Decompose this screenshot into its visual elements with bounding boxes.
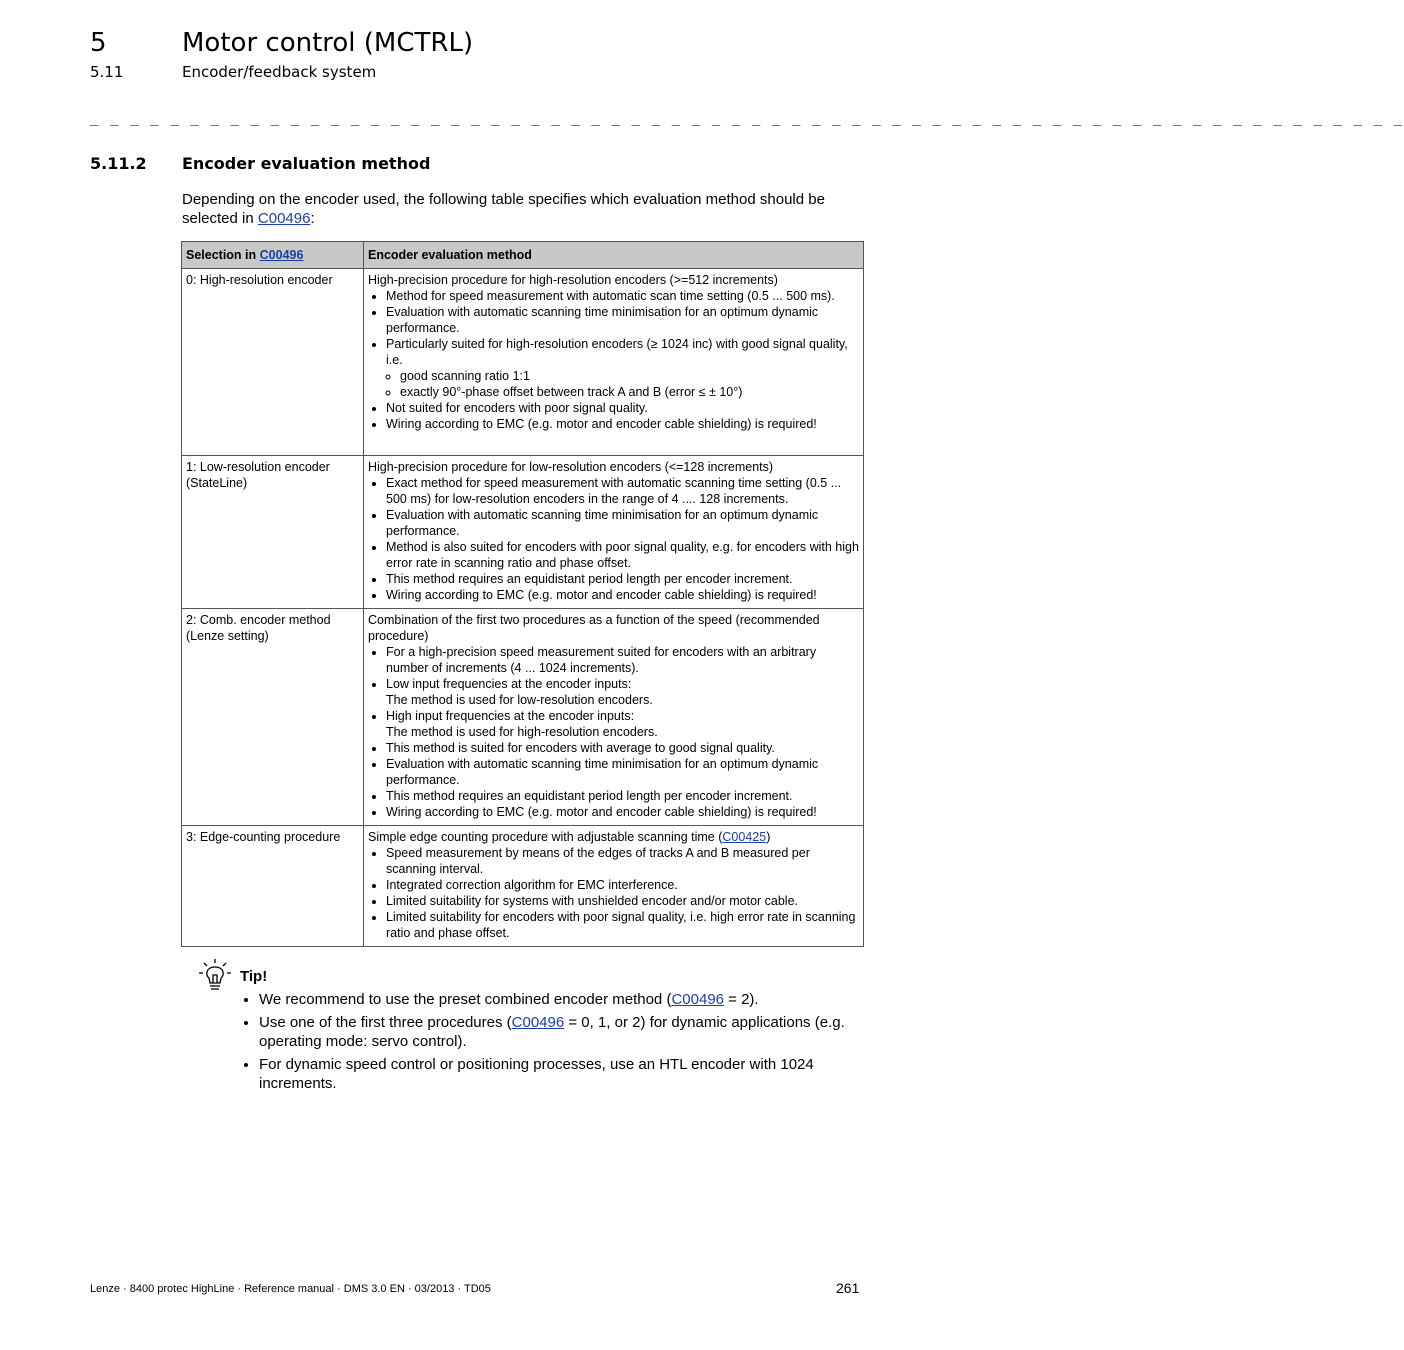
c00496-link[interactable]: C00496	[511, 1014, 565, 1031]
method-lead-end: )	[766, 830, 771, 844]
table-row	[182, 269, 864, 456]
list-item: • Exact method for speed measurement with automatic scanning time setting (0.5 ... 500 ms) for low-resolution encoders in the range of 4 .... 128 increments.	[386, 475, 859, 507]
page-number: 261	[836, 1280, 860, 1296]
intro-end: :	[310, 210, 315, 227]
method-cell	[364, 826, 864, 947]
tip-text: We recommend to use the preset combined encoder method (	[259, 991, 672, 1008]
dashed-rule: _ _ _ _ _ _ _ _ _ _ _ _ _ _ _ _ _ _ _ _ _ _ _ _ _ _ _ _ _ _ _ _ _ _ _ _ _ _ _ _ _ _ _ _ _ _ _ _ _ _ _ _ _ _ _ _ _ _ _ _ _ _ _ _ _ _	[90, 110, 1404, 126]
header-method: Encoder evaluation method	[364, 242, 864, 269]
selection-cell: 3: Edge-counting procedure	[182, 826, 364, 947]
list-item: • Wiring according to EMC (e.g. motor and encoder cable shielding) is required!	[386, 804, 859, 820]
selection-cell: 2: Comb. encoder method (Lenze setting)	[182, 609, 364, 826]
encoder-method-table	[181, 241, 864, 947]
section-title: Encoder/feedback system	[182, 63, 377, 81]
table-row	[182, 456, 864, 609]
tip-label: Tip!	[240, 968, 268, 985]
list-item-text: Low input frequencies at the encoder inputs:	[386, 677, 632, 691]
list-item: • Method is also suited for encoders with poor signal quality, e.g. for encoders with high error rate in scanning ratio and phase offset.	[386, 539, 859, 571]
list-item	[386, 676, 859, 708]
header-selection-label: Selection in	[186, 248, 260, 262]
c00496-link[interactable]: C00496	[671, 991, 724, 1008]
list-item-note: The method is used for high-resolution encoders.	[386, 725, 658, 739]
chapter-title: Motor control (MCTRL)	[182, 28, 474, 58]
list-item: • Evaluation with automatic scanning time minimisation for an optimum dynamic performance.	[386, 507, 859, 539]
method-cell	[364, 609, 864, 826]
table-row	[182, 826, 864, 947]
footer-text: Lenze · 8400 protec HighLine · Reference manual · DMS 3.0 EN · 03/2013 · TD05	[90, 1283, 491, 1295]
selection-cell: 0: High-resolution encoder	[182, 269, 364, 456]
list-item: • For a high-precision speed measurement suited for encoders with an arbitrary number of increments (4 ... 1024 increments).	[386, 644, 859, 676]
chapter-number: 5	[90, 28, 107, 58]
table-row	[182, 609, 864, 826]
list-item: • This method requires an equidistant period length per encoder increment.	[386, 571, 859, 587]
header-c00496-link[interactable]: C00496	[259, 248, 304, 262]
method-lead: Combination of the first two procedures as a function of the speed (recommended procedure)	[368, 613, 820, 643]
list-item: • Speed measurement by means of the edges of tracks A and B measured per scanning interval.	[386, 845, 859, 877]
list-item: • Not suited for encoders with poor signal quality.	[386, 400, 859, 416]
list-item: • Evaluation with automatic scanning time minimisation for an optimum dynamic performance.	[386, 304, 859, 336]
list-item	[259, 1013, 879, 1051]
method-lead: High-precision procedure for low-resolution encoders (<=128 increments)	[368, 460, 774, 474]
list-item	[259, 1055, 879, 1093]
list-item: • Integrated correction algorithm for EMC interference.	[386, 877, 859, 893]
list-item	[386, 708, 859, 740]
tip-text: Use one of the first three procedures (	[259, 1014, 512, 1031]
sub-list-item: ◦ exactly 90°-phase offset between track A and B (error ≤ ± 10°)	[400, 384, 859, 400]
table-header-row	[182, 242, 864, 269]
list-item: • Limited suitability for encoders with poor signal quality, i.e. high error rate in scanning ratio and phase offset.	[386, 909, 859, 941]
list-item-text: Particularly suited for high-resolution encoders (≥ 1024 inc) with good signal quality, i.e.	[386, 337, 848, 367]
list-item	[386, 336, 859, 400]
list-item: • Wiring according to EMC (e.g. motor and encoder cable shielding) is required!	[386, 587, 859, 603]
list-item: • This method is suited for encoders with average to good signal quality.	[386, 740, 859, 756]
list-item-text: High input frequencies at the encoder inputs:	[386, 709, 635, 723]
list-item: • Wiring according to EMC (e.g. motor and encoder cable shielding) is required!	[386, 416, 859, 432]
list-item: • Limited suitability for systems with unshielded encoder and/or motor cable.	[386, 893, 859, 909]
method-lead-text: Simple edge counting procedure with adjustable scanning time (	[368, 830, 723, 844]
subsection-title: Encoder evaluation method	[182, 154, 431, 173]
method-cell	[364, 456, 864, 609]
subsection-number: 5.11.2	[90, 154, 147, 173]
section-number: 5.11	[90, 63, 124, 81]
tip-list	[243, 990, 879, 1097]
tip-text: For dynamic speed control or positioning processes, use an HTL encoder with 1024 increments.	[259, 1056, 814, 1092]
list-item-note: The method is used for low-resolution encoders.	[386, 693, 653, 707]
method-cell	[364, 269, 864, 456]
c00425-link[interactable]: C00425	[722, 830, 767, 844]
method-lead: High-precision procedure for high-resolution encoders (>=512 increments)	[368, 273, 778, 287]
list-item: • Method for speed measurement with automatic scan time setting (0.5 ... 500 ms).	[386, 288, 859, 304]
list-item: • Evaluation with automatic scanning time minimisation for an optimum dynamic performance.	[386, 756, 859, 788]
c00496-link[interactable]: C00496	[257, 210, 311, 227]
intro-text: Depending on the encoder used, the following table specifies which evaluation method should be selected in	[182, 191, 825, 227]
header-selection	[182, 242, 364, 269]
lightbulb-icon	[198, 958, 232, 992]
tip-text-end: = 0, 1, or 2) for dynamic applications (e.g. operating mode: servo control).	[259, 1014, 845, 1050]
method-lead	[368, 829, 859, 845]
sub-list-item: ◦ good scanning ratio 1:1	[400, 368, 859, 384]
list-item	[259, 990, 879, 1009]
list-item: • This method requires an equidistant period length per encoder increment.	[386, 788, 859, 804]
selection-cell: 1: Low-resolution encoder (StateLine)	[182, 456, 364, 609]
tip-text-end: = 2).	[724, 991, 759, 1008]
intro-paragraph	[182, 190, 866, 228]
